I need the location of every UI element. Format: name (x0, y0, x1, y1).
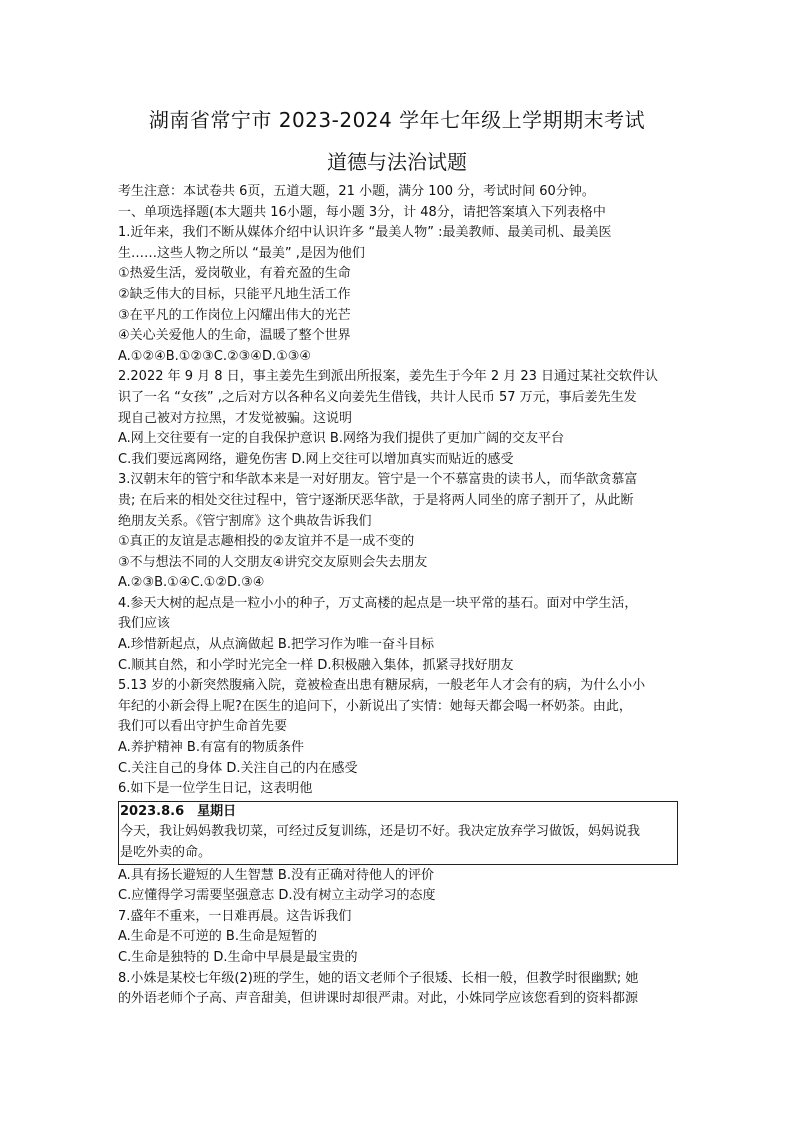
question-stem-line: 绝朋友关系。《管宁割席》这个典故告诉我们 (118, 513, 372, 529)
question-list (118, 223, 684, 1010)
question-7 (118, 907, 684, 969)
exam-title: 湖南省常宁市 2023-2024 学年七年级上学期期末考试 (148, 108, 646, 132)
question-option-line: A.②③B.①④C.①②D.③④ (118, 575, 265, 591)
diary-date: 2023.8.6 星期日 (120, 803, 237, 819)
question-stem-line: 1.近年来，我们不断从媒体介绍中认识许多 “最美人物” :最美教师、最美司机、最美医 (118, 225, 612, 241)
question-option-line: ②缺乏伟大的目标，只能平凡地生活工作 (118, 286, 351, 302)
question-option-line: C.应懂得学习需要坚强意志 D.没有树立主动学习的态度 (118, 888, 436, 904)
question-option-line: A.珍惜新起点，从点滴做起 B.把学习作为唯一奋斗目标 (118, 637, 434, 653)
question-stem-line: 年纪的小新会得上呢?在医生的追问下，小新说出了实情：她每天都会喝一杯奶茶。由此， (118, 698, 632, 714)
question-option-line: ①热爱生活，爱岗敬业，有着充盈的生命 (118, 266, 351, 282)
diary-text-line: 是吃外卖的命。 (120, 845, 212, 860)
question-2 (118, 367, 684, 470)
question-stem-line: 贵; 在后来的相处交往过程中，管宁逐渐厌恶华歆，于是将两人同坐的席子割开了，从此断 (118, 492, 634, 508)
question-option-line: C.关注自己的身体 D.关注自己的内在感受 (118, 760, 358, 776)
question-stem-line: 生……这些人物之所以 “最美” ,是因为他们 (118, 245, 365, 261)
question-stem-line: 5.13 岁的小新突然腹痛入院，竟被检查出患有糖尿病，一般老年人才会有的病，为什么小小 (118, 678, 646, 694)
question-stem-line: 的外语老师个子高、声音甜美，但讲课时却很严肃。对此，小姝同学应该您看到的资料都源 (118, 991, 639, 1007)
question-stem-line: 我们可以看出守护生命首先要 (118, 719, 288, 735)
question-option-line: A.①②④B.①②③C.②③④D.①③④ (118, 348, 312, 364)
question-stem-line: 6.如下是一位学生日记，这表明他 (118, 781, 313, 797)
question-stem-line: 7.盛年不重来，一日难再晨。这告诉我们 (118, 908, 352, 924)
question-option-line: C.我们要远离网络，避免伤害 D.网上交往可以增加真实而贴近的感受 (118, 451, 514, 467)
question-stem-line: 2.2022 年 9 月 8 日，事主姜先生到派出所报案，姜先生于今年 2 月 23 日通过某社交软件认 (118, 369, 659, 385)
question-4 (118, 594, 684, 676)
question-stem-line: 4.参天大树的起点是一粒小小的种子，万丈高楼的起点是一块平常的基石。面对中学生活， (118, 595, 638, 611)
exam-notice: 考生注意：本试卷共 6页，五道大题，21 小题，满分 100 分，考试时间 60分钟。 (118, 184, 595, 199)
question-stem-line: 我们应该 (118, 616, 171, 632)
question-option-line: ①真正的友谊是志趣相投的②友谊并不是一成不变的 (118, 534, 415, 550)
diary-text-line: 今天，我让妈妈教我切菜，可经过反复训练，还是切不好。我决定放弃学习做饭，妈妈说我 (120, 824, 641, 840)
question-3 (118, 470, 684, 594)
question-1 (118, 223, 684, 367)
question-5 (118, 676, 684, 779)
diary-box (118, 801, 678, 865)
question-6 (118, 779, 684, 907)
question-option-line: A.养护精神 B.有富有的物质条件 (118, 740, 304, 756)
question-option-line: A.生命是不可逆的 B.生命是短暂的 (118, 929, 317, 945)
question-stem-line: 3.汉朝末年的管宁和华歆本来是一对好朋友。管宁是一个不慕富贵的读书人，而华歆贪慕富 (118, 472, 638, 488)
question-option-line: C.顺其自然，和小学时光完全一样 D.积极融入集体，抓紧寻找好朋友 (118, 657, 514, 673)
exam-content (118, 182, 684, 1010)
question-stem-line: 识了一名 “女孩” ,之后对方以各种名义向姜先生借钱，共计人民币 57 万元，事后姜先生发 (118, 389, 637, 405)
section-heading: 一、单项选择题(本大题共 16小题，每小题 3分，计 48分，请把答案填入下列表格中 (118, 204, 606, 220)
question-option-line: A.网上交往要有一定的自我保护意识 B.网络为我们提供了更加广阔的交友平台 (118, 431, 564, 447)
question-stem-line: 8.小姝是某校七年级(2)班的学生，她的语文老师个子很矮、长相一般，但教学时很幽默; 她 (118, 970, 639, 986)
question-option-line: C.生命是独特的 D.生命中早晨是最宝贵的 (118, 949, 358, 965)
question-8 (118, 969, 684, 1010)
question-stem-line: 现自己被对方拉黑，才发觉被骗。这说明 (118, 410, 353, 426)
question-option-line: A.具有扬长避短的人生智慧 B.没有正确对待他人的评价 (118, 867, 434, 883)
exam-subtitle: 道德与法治试题 (327, 150, 467, 174)
question-option-line: ③不与想法不同的人交朋友④讲究交友原则会失去朋友 (118, 554, 428, 570)
question-option-line: ③在平凡的工作岗位上闪耀出伟大的光芒 (118, 307, 351, 323)
question-option-line: ④关心关爱他人的生命，温暖了整个世界 (118, 328, 351, 344)
